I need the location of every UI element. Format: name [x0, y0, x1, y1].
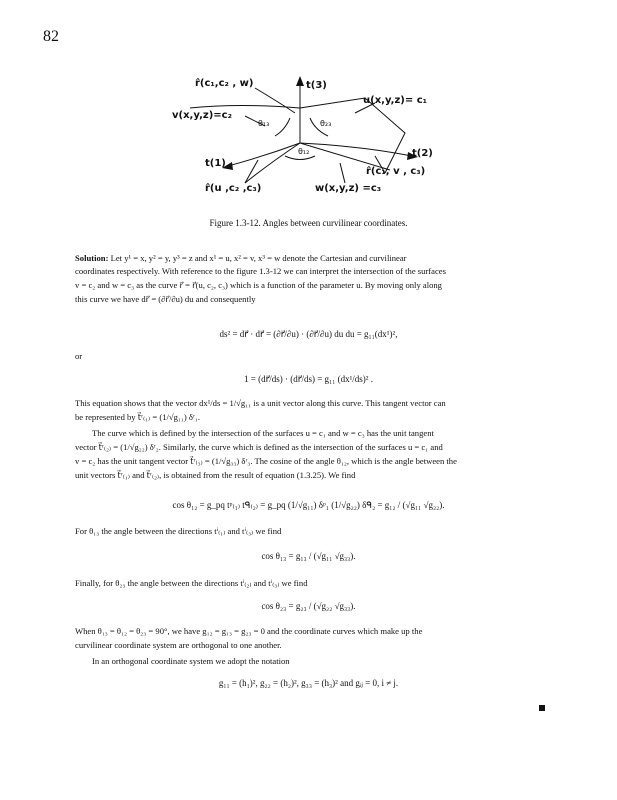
- surface-w-outline: [245, 143, 300, 183]
- paragraph-line-6: be represented by t⃗ʳ₍₁₎ = (1/√g₁₁) δʳ₁.: [75, 412, 200, 422]
- paragraph-line-2: coordinates respectively. With reference to the figure 1.3-12 we can interpret the intersection of the surfaces: [75, 266, 446, 276]
- equation-unit: 1 = (dr⃗/ds) · (dr⃗/ds) = g₁₁ (dx¹/ds)² .: [244, 374, 373, 384]
- equation-cos12: cos θ₁₂ = g_pq tᵖ₍₁₎ tᑫ₍₂₎ = g_pq (1/√g₁₁) δᵖ₁ (1/√g₂₂) δᑫ₂ = g₁₂ / (√g₁₁ √g₂₂).: [172, 500, 445, 510]
- equation-orthogonal-notation: g₁₁ = (h₁)², g₂₂ = (h₂)², g₃₃ = (h₃)² and gᵢⱼ = 0, i ≠ j.: [218, 678, 399, 688]
- curve-t2: [300, 143, 412, 156]
- leader-w-eq: [340, 163, 345, 183]
- label-t2: t(2): [412, 148, 433, 159]
- arc-theta12: [285, 156, 315, 160]
- arc-theta13: [275, 118, 290, 136]
- page-number: 82: [43, 28, 59, 45]
- label-w-eq: w(x,y,z) =c₃: [315, 183, 382, 194]
- leader-r-c1c2w: [255, 88, 295, 113]
- line-1-text: Let y¹ = x, y² = y, y³ = z and x¹ = u, x² = v, x³ = w denote the Cartesian and curvilinear: [110, 253, 407, 263]
- solution-label: Solution:: [75, 253, 109, 263]
- word-or: or: [75, 351, 83, 361]
- paragraph-line-12: Finally, for θ₂₃ the angle between the directions tⁱ₍₂₎ and tⁱ₍₃₎ we find: [75, 578, 308, 588]
- label-theta23: θ₂₃: [320, 119, 332, 128]
- paragraph-line-4: this curve we have dr⃗ = (∂r⃗/∂u) du and consequently: [75, 294, 256, 304]
- paragraph-line-8: vector t⃗ʳ₍₂₎ = (1/√g₂₂) δʳ₂. Similarly, the curve which is defined as the intersection of the surfaces u = c₁ and: [75, 442, 443, 452]
- arrow-t3: [296, 76, 304, 86]
- leader-r-uc2c3: [245, 160, 258, 183]
- label-r-uc2c3: r̂(u ,c₂ ,c₃): [205, 183, 262, 194]
- paragraph-line-1: [75, 253, 545, 264]
- paragraph-line-9: v = c₂ has the unit tangent vector t⃗ʳ₍₃₎ = (1/√g₃₃) δʳ₃. The cosine of the angle θ₁₂, which is the angle between the: [75, 456, 457, 466]
- label-u-eq: u(x,y,z)= c₁: [363, 95, 428, 106]
- curvilinear-angles-figure: [150, 48, 470, 213]
- paragraph-line-13: When θ₁₃ = θ₁₂ = θ₂₃ = 90°, we have g₁₂ = g₁₃ = g₂₃ = 0 and the coordinate curves which make up the: [75, 626, 423, 636]
- label-r-c1vc3: r̂(c₁, v , c₃): [366, 166, 426, 177]
- curve-t1: [228, 143, 300, 166]
- paragraph-line-11: For θ₁₃ the angle between the directions tⁱ₍₁₎ and tⁱ₍₃₎ we find: [75, 526, 282, 536]
- paragraph-line-3: v = c₂ and w = c₃ as the curve r⃗ = r⃗(u, c₂, c₃) which is a function of the parameter u. By moving only along: [75, 280, 442, 290]
- label-t1: t(1): [205, 158, 226, 169]
- figure-caption: Figure 1.3-12. Angles between curvilinear coordinates.: [209, 218, 408, 228]
- equation-ds2: ds² = dr⃗ · dr⃗ = (∂r⃗/∂u) · (∂r⃗/∂u) du du = g₁₁(dx¹)²,: [219, 329, 398, 339]
- label-t3: t(3): [306, 80, 327, 91]
- paragraph-line-14: curvilinear coordinate system are orthogonal to one another.: [75, 640, 282, 650]
- paragraph-line-10: unit vectors t⃗ʳ₍₁₎ and t⃗ʳ₍₂₎, is obtained from the result of equation (1.3.25). We find: [75, 470, 356, 480]
- label-theta13: θ₁₃: [258, 119, 270, 128]
- end-of-proof-mark: [539, 705, 545, 711]
- paragraph-line-7: The curve which is defined by the intersection of the surfaces u = c₁ and w = c₃ has the unit tangent: [92, 428, 434, 438]
- label-theta12: θ₁₂: [298, 147, 310, 156]
- equation-cos13: cos θ₁₃ = g₁₃ / (√g₁₁ √g₃₃).: [261, 551, 356, 561]
- paragraph-line-15: In an orthogonal coordinate system we adopt the notation: [92, 656, 290, 666]
- equation-cos23: cos θ₂₃ = g₂₃ / (√g₂₂ √g₃₃).: [261, 601, 356, 611]
- label-v-eq: v(x,y,z)=c₂: [172, 110, 232, 121]
- label-r-c1c2w: r̂(c₁,c₂ , w): [195, 78, 254, 89]
- paragraph-line-5: This equation shows that the vector dx¹/ds = 1/√g₁₁ is a unit vector along this curve. This tangent vector can: [75, 398, 446, 408]
- surface-u-outline: [300, 98, 405, 173]
